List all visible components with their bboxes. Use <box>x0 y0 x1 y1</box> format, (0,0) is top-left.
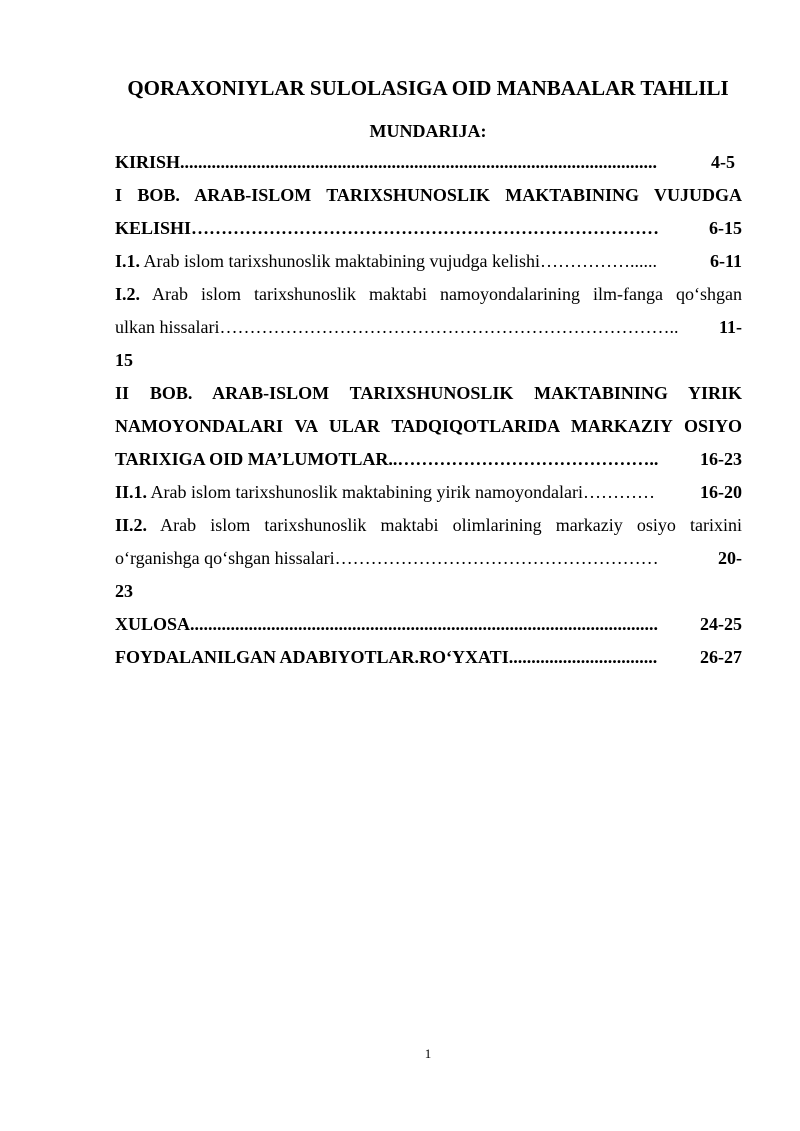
toc-leader: ……………………………………………… <box>334 548 659 568</box>
toc-entry-label: XULOSA <box>115 614 191 634</box>
toc-page-range: 11- <box>718 317 742 337</box>
toc-entry-text: Arab islom tarixshunoslik maktabining yirik namoyondalari <box>147 482 583 502</box>
toc-page-range: 4-5 <box>711 152 735 172</box>
toc-page-range-continued: 23 <box>115 581 133 601</box>
toc-entry-section-2-2 <box>115 513 742 537</box>
toc-page-range: 16-20 <box>700 482 742 502</box>
toc-leader: .......................................................................................................... <box>180 152 658 172</box>
toc-section-number: II.2. <box>115 515 148 535</box>
toc-entry-references <box>115 645 742 669</box>
toc-leader: …………………………………………………………………… <box>191 218 660 238</box>
toc-leader: ………… <box>582 482 655 502</box>
contents-heading: MUNDARIJA: <box>369 121 487 141</box>
toc-page-range: 6-11 <box>709 251 742 271</box>
toc-leader: ........................................................................................................ <box>190 614 659 634</box>
page-number: 1 <box>424 1046 432 1061</box>
toc-entry-chapter-1 <box>115 216 742 240</box>
toc-section-number: I.1. <box>115 251 141 271</box>
toc-leader: ................................. <box>508 647 658 667</box>
toc-page-range: 26-27 <box>700 647 742 667</box>
toc-entry-section-2-1 <box>115 480 742 504</box>
toc-entry-label: KIRISH <box>115 152 181 172</box>
toc-entry-conclusion <box>115 612 742 636</box>
toc-entry-introduction <box>115 150 742 174</box>
toc-page-range: 20- <box>718 548 742 568</box>
toc-section-number: II.1. <box>115 482 148 502</box>
toc-entry-text: Arab islom tarixshunoslik maktabi olimlarining markaziy osiyo tarixini <box>147 515 742 535</box>
toc-entry-chapter-2 <box>115 447 742 471</box>
toc-entry-label: FOYDALANILGAN ADABIYOTLAR.RO‘YXATI <box>115 647 509 667</box>
toc-chapter-2-heading: II BOB. ARAB-ISLOM TARIXSHUNOSLIK MAKTABINING YIRIK <box>115 383 742 403</box>
toc-chapter-2-heading-line-2: NAMOYONDALARI VA ULAR TADQIQOTLARIDA MARKAZIY OSIYO <box>115 416 742 436</box>
toc-entry-text: Arab islom tarixshunoslik maktabi namoyondalarining ilm-fanga qo‘shgan <box>140 284 742 304</box>
toc-entry-section-2-2-continued <box>115 546 742 570</box>
toc-leader: ………………………………………………………………….. <box>219 317 679 337</box>
toc-entry-section-1-2-continued <box>115 315 742 339</box>
toc-leader: .…………………………………….. <box>392 449 659 469</box>
toc-page-range: 6-15 <box>709 218 742 238</box>
toc-entry-section-1-1 <box>115 249 742 273</box>
toc-entry-label: TARIXIGA OID MA’LUMOTLAR. <box>115 449 393 469</box>
document-title: QORAXONIYLAR SULOLASIGA OID MANBAALAR TAHLILI <box>127 76 729 100</box>
toc-entry-label: KELISHI <box>115 218 192 238</box>
toc-entry-text: o‘rganishga qo‘shgan hissalari <box>115 548 335 568</box>
toc-page-range-continued: 15 <box>115 350 133 370</box>
toc-entry-section-1-2 <box>115 282 742 306</box>
toc-chapter-1-heading: I BOB. ARAB-ISLOM TARIXSHUNOSLIK MAKTABINING VUJUDGA <box>115 185 742 205</box>
toc-entry-text: ulkan hissalari <box>115 317 220 337</box>
toc-entry-text: Arab islom tarixshunoslik maktabining vujudga kelishi <box>140 251 540 271</box>
toc-section-number: I.2. <box>115 284 141 304</box>
toc-page-range: 24-25 <box>700 614 742 634</box>
toc-page-range: 16-23 <box>700 449 742 469</box>
toc-leader: ……………...... <box>539 251 657 271</box>
